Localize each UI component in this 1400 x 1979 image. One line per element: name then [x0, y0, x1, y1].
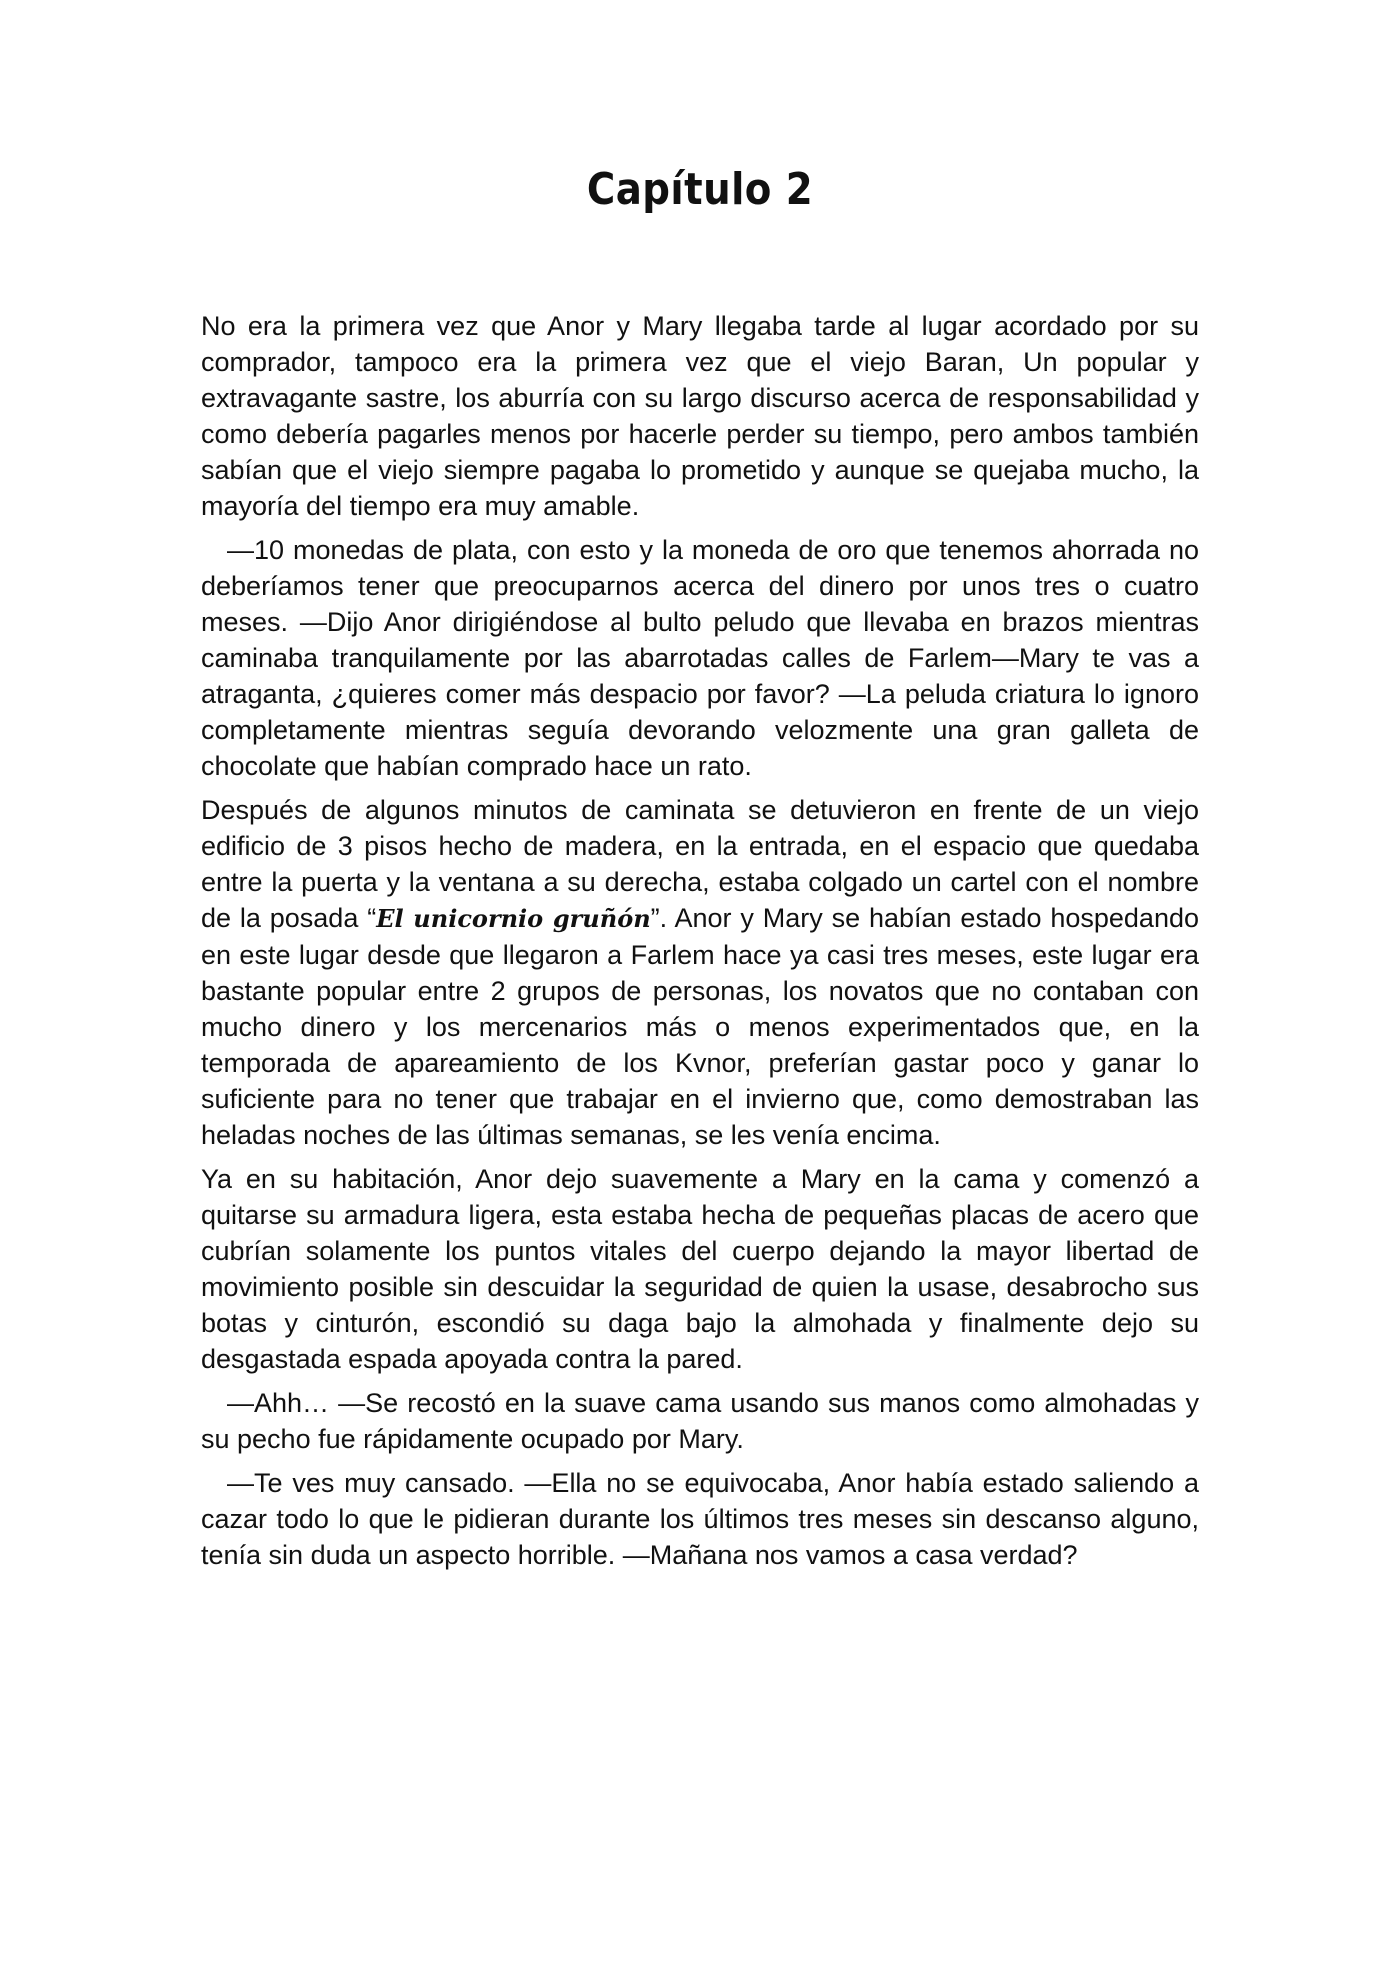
paragraph-3-end: ”. Anor y Mary se habían estado hospedando en este lugar desde que llegaron a Farlem hace ya casi tres meses, este lugar era bastante popular entre 2 grupos de personas, los novatos que no contaban con mucho dinero y los mercenarios más o menos experimentados que, en la temporada de apareamiento de los Kvnor, preferían gastar poco y ganar lo suficiente para no tener que trabajar en el invierno que, como demostraban las heladas noches de las últimas semanas, se les venía encima.	[201, 903, 1199, 1150]
paragraph-1: No era la primera vez que Anor y Mary llegaba tarde al lugar acordado por su comprador, tampoco era la primera vez que el viejo Baran, Un popular y extravagante sastre, los aburría con su largo discurso acerca de responsabilidad y como debería pagarles menos por hacerle perder su tiempo, pero ambos también sabían que el viejo siempre pagaba lo prometido y aunque se quejaba mucho, la mayoría del tiempo era muy amable.	[201, 311, 1199, 521]
paragraph-2: —10 monedas de plata, con esto y la moneda de oro que tenemos ahorrada no deberíamos tener que preocuparnos acerca del dinero por unos tres o cuatro meses. —Dijo Anor dirigiéndose al bulto peludo que llevaba en brazos mientras caminaba tranquilamente por las abarrotadas calles de Farlem—Mary te vas a atraganta, ¿quieres comer más despacio por favor? —La peluda criatura lo ignoro completamente mientras seguía devorando velozmente una gran galleta de chocolate que habían comprado hace un rato.	[201, 535, 1199, 781]
paragraph-4: Ya en su habitación, Anor dejo suavemente a Mary en la cama y comenzó a quitarse su armadura ligera, esta estaba hecha de pequeñas placas de acero que cubrían solamente los puntos vitales del cuerpo dejando la mayor libertad de movimiento posible sin descuidar la seguridad de quien la usase, desabrocho sus botas y cinturón, escondió su daga bajo la almohada y finalmente dejo su desgastada espada apoyada contra la pared.	[201, 1164, 1199, 1374]
chapter-body	[201, 308, 1199, 1581]
paragraph-5: —Ahh… —Se recostó en la suave cama usando sus manos como almohadas y su pecho fue rápidamente ocupado por Mary.	[201, 1388, 1199, 1454]
paragraph-6: —Te ves muy cansado. —Ella no se equivocaba, Anor había estado saliendo a cazar todo lo que le pidieran durante los últimos tres meses sin descanso alguno, tenía sin duda un aspecto horrible. —Mañana nos vamos a casa verdad?	[201, 1468, 1199, 1570]
inn-name: El unicornio gruñón	[376, 904, 651, 933]
chapter-title: Capítulo 2	[586, 164, 814, 215]
paragraph-3-start: Después de algunos minutos de caminata se detuvieron en frente de un viejo edificio de 3 pisos hecho de madera, en la entrada, en el espacio que quedaba entre la puerta y la ventana a su derecha, estaba colgado un cartel con el nombre de la posada “	[201, 795, 1199, 933]
paragraph-3	[201, 792, 1199, 1153]
